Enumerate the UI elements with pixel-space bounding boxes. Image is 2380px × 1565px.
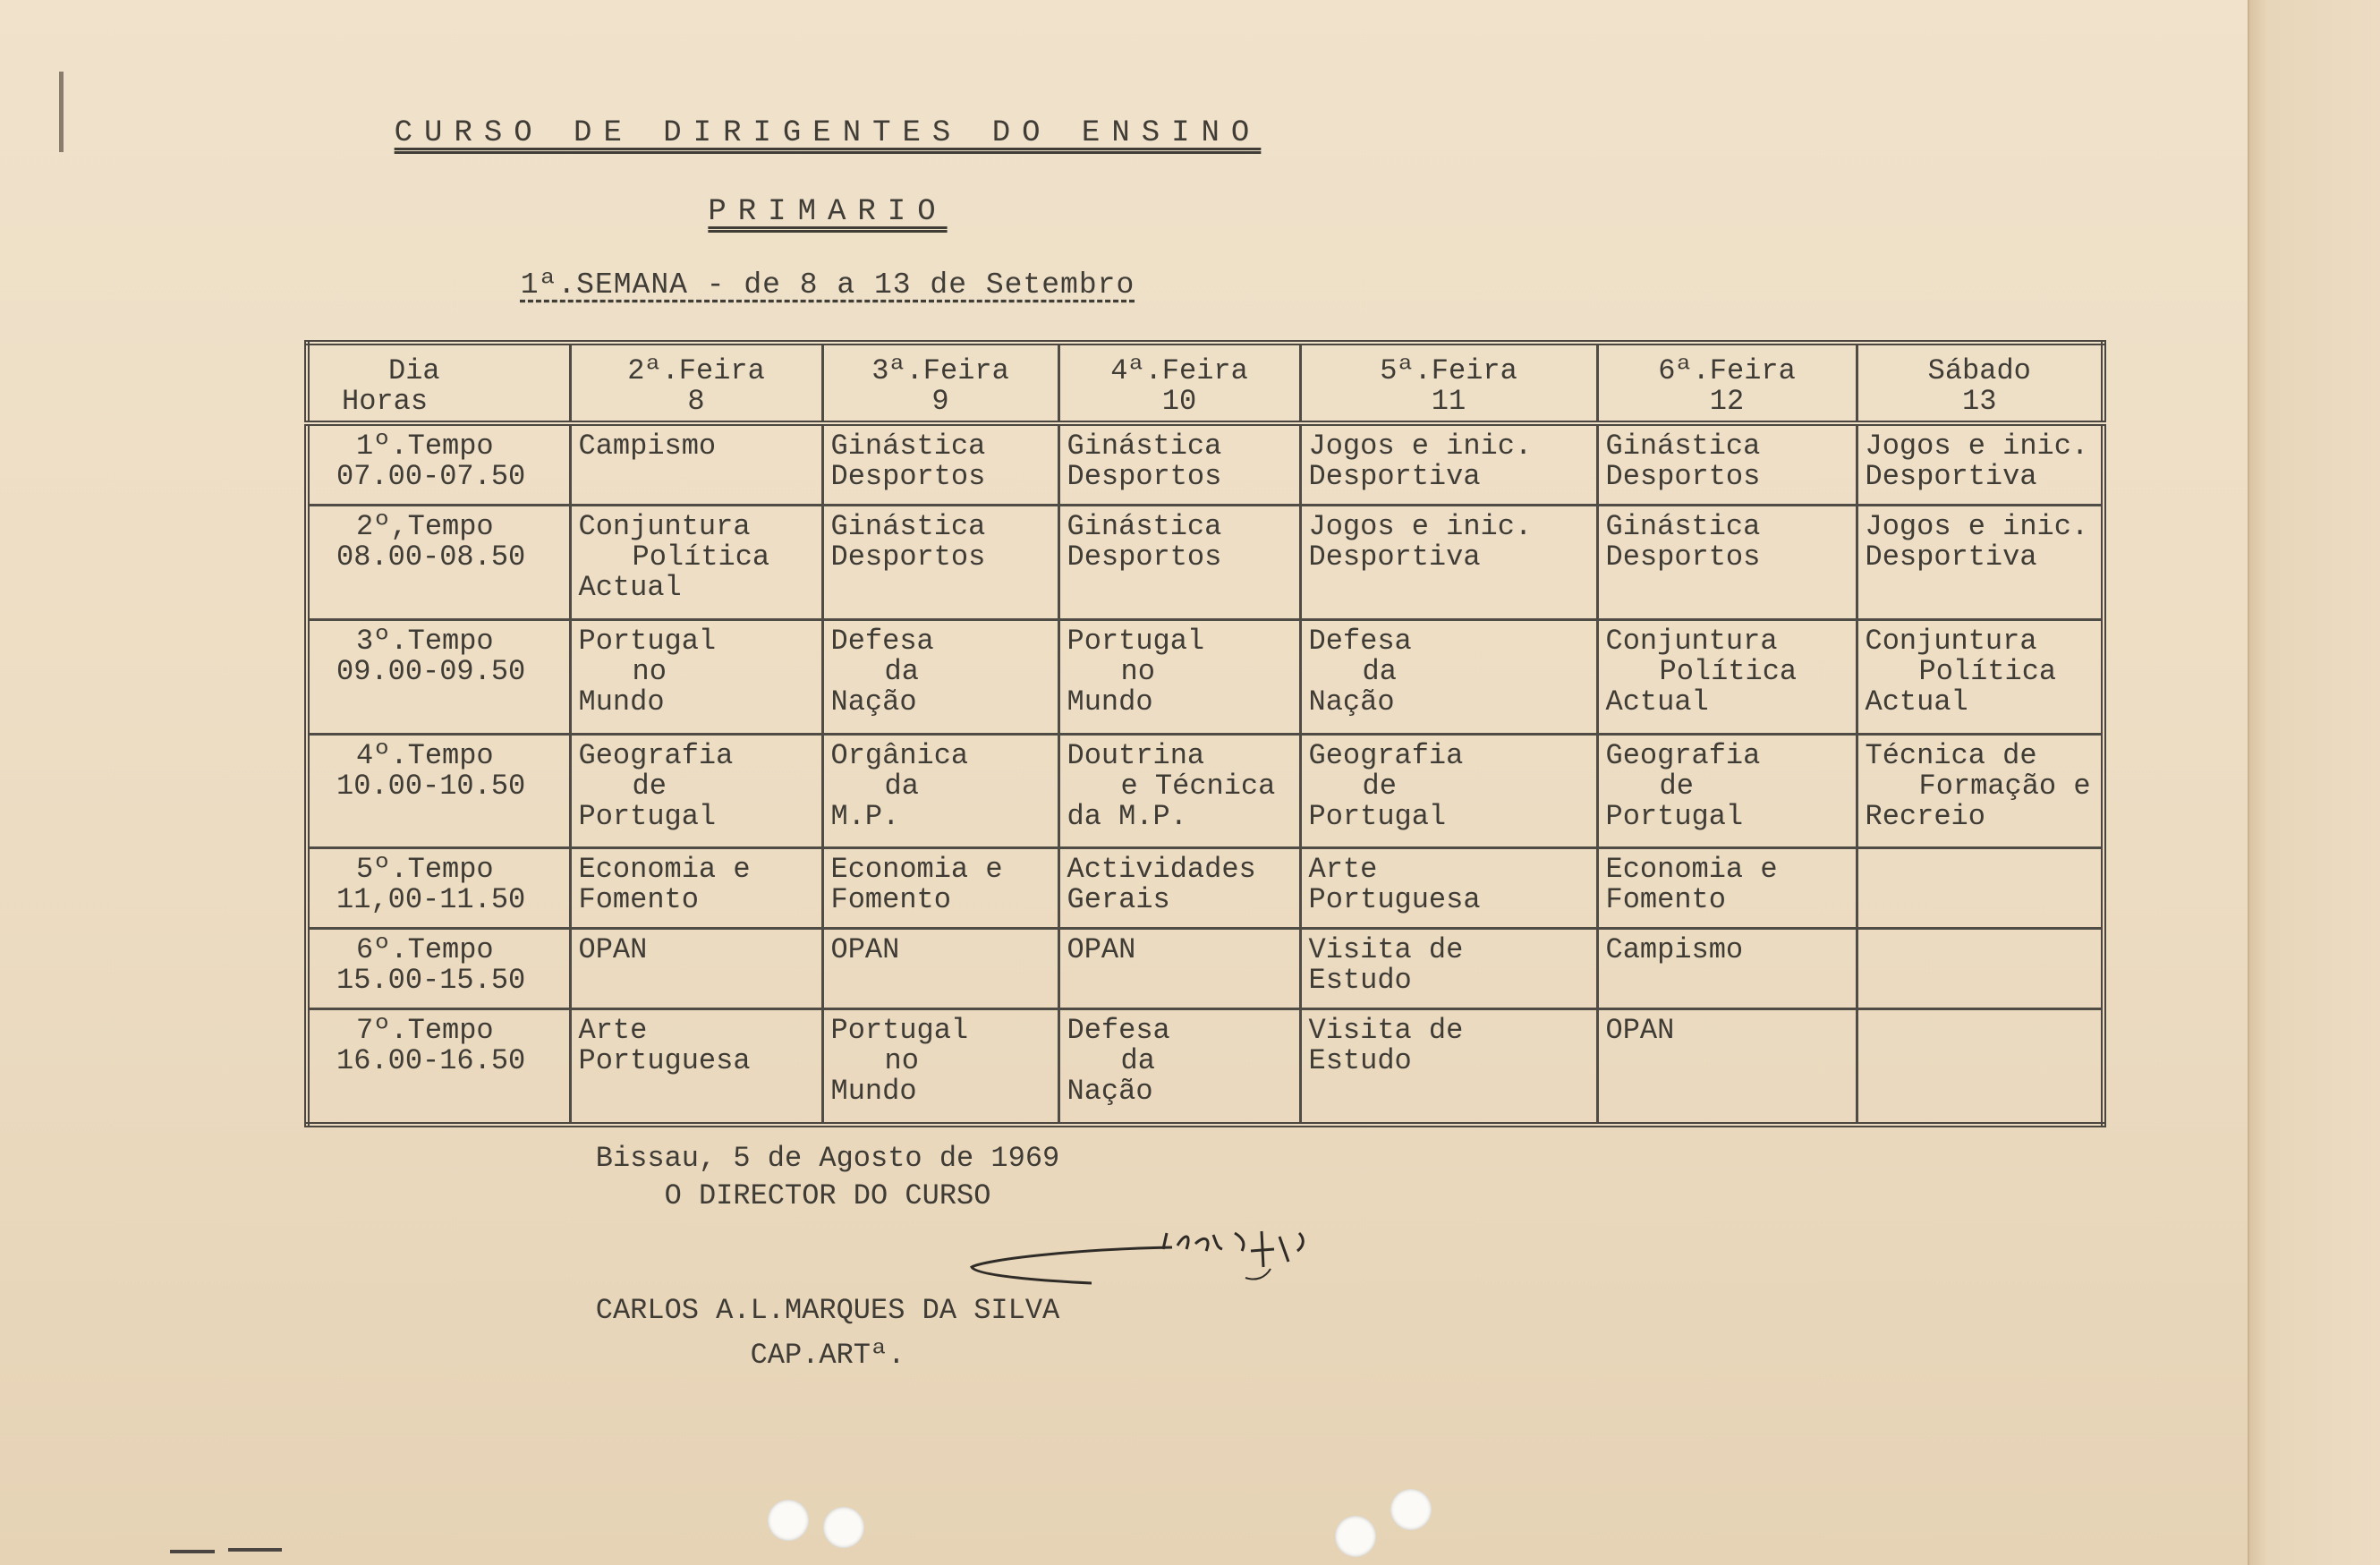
subject-line: OPAN [578, 933, 648, 967]
subject-line: Política [1918, 654, 2057, 688]
subject-line: Recreio [1865, 799, 1985, 833]
subject-line: Actual [1865, 685, 1968, 719]
subject-line: da [1362, 654, 1397, 688]
subject-line: Gerais [1067, 883, 1170, 917]
subject-cell [570, 929, 822, 1009]
subject-cell [1597, 929, 1857, 1009]
subject-line: Desportos [830, 540, 986, 574]
period-label: 3º.Tempo [356, 624, 494, 658]
subject-line: Nação [830, 685, 917, 719]
subject-line: Desportos [1067, 460, 1222, 493]
header-corner [307, 343, 570, 423]
subject-line: Mundo [830, 1075, 917, 1109]
subject-line: Mundo [1067, 685, 1153, 719]
week-heading: 1ª.SEMANA - de 8 a 13 de Setembro [520, 268, 1135, 302]
period-label: 6º.Tempo [356, 933, 494, 967]
column-header [570, 343, 822, 423]
subject-line: Ginástica [1067, 510, 1222, 544]
subject-cell [1857, 848, 2104, 929]
subject-line: Visita de [1308, 1014, 1464, 1048]
punch-hole [768, 1500, 809, 1541]
subject-line: Defesa [830, 624, 934, 658]
document-subtitle: PRIMARIO [708, 195, 948, 229]
period-label: 1º.Tempo [356, 430, 494, 463]
schedule-row [307, 734, 2104, 848]
column-header [1857, 343, 2104, 423]
subject-cell [570, 848, 822, 929]
subject-line: Campismo [578, 430, 717, 463]
subject-line: Ginástica [830, 510, 986, 544]
schedule-row [307, 1009, 2104, 1125]
column-date: 10 [1161, 385, 1197, 418]
subject-line: Ginástica [1605, 430, 1761, 463]
subject-cell [1058, 734, 1300, 848]
subject-line: Portugal [1605, 799, 1744, 833]
subject-line: Portugal [1067, 624, 1205, 658]
subject-line: Política [1659, 654, 1798, 688]
subject-line: e Técnica [1120, 769, 1276, 803]
column-day: 3ª.Feira [871, 354, 1009, 387]
subject-line: Jogos e inic. [1865, 510, 2089, 544]
column-date: 12 [1709, 385, 1745, 418]
time-slot-cell [307, 1009, 570, 1125]
schedule-row [307, 506, 2104, 620]
subject-line: de [632, 769, 667, 803]
subject-line: Actividades [1067, 853, 1256, 887]
column-day: 2ª.Feira [627, 354, 765, 387]
subject-line: Desportiva [1308, 540, 1481, 574]
subject-line: Ginástica [1067, 430, 1222, 463]
subject-line: Actual [578, 571, 682, 605]
subject-line: Campismo [1605, 933, 1744, 967]
subject-cell [1597, 506, 1857, 620]
subject-cell [570, 734, 822, 848]
subject-line: Desportiva [1308, 460, 1481, 493]
time-range: 15.00-15.50 [336, 964, 526, 998]
subject-cell [1300, 619, 1597, 734]
period-label: 4º.Tempo [356, 738, 494, 772]
subject-line: Nação [1067, 1075, 1153, 1109]
period-label: 2º,Tempo [356, 510, 494, 544]
time-slot-cell [307, 423, 570, 506]
subject-line: Estudo [1308, 964, 1412, 998]
subject-cell [1597, 619, 1857, 734]
schedule-table [304, 340, 2106, 1127]
subject-line: Portuguesa [578, 1044, 751, 1078]
subject-line: Economia e [578, 853, 751, 887]
time-slot-cell [307, 848, 570, 929]
subject-line: Actual [1605, 685, 1709, 719]
subject-line: Defesa [1067, 1014, 1170, 1048]
subject-cell [570, 423, 822, 506]
subject-line: Fomento [578, 883, 699, 917]
schedule-row [307, 929, 2104, 1009]
subject-line: OPAN [830, 933, 900, 967]
subject-cell [822, 1009, 1058, 1125]
column-header [1597, 343, 1857, 423]
subject-line: Fomento [830, 883, 951, 917]
subject-cell [1058, 423, 1300, 506]
subject-cell [1300, 423, 1597, 506]
subject-cell [822, 506, 1058, 620]
subject-cell [822, 734, 1058, 848]
subject-cell [822, 929, 1058, 1009]
subject-line: Formação e [1918, 769, 2091, 803]
column-date: 8 [687, 385, 705, 418]
time-range: 11,00-11.50 [336, 883, 526, 917]
time-slot-cell [307, 619, 570, 734]
subject-line: Orgânica [830, 738, 969, 772]
subject-line: Conjuntura [1865, 624, 2037, 658]
handwritten-signature [966, 1224, 1396, 1305]
subject-line: Desportiva [1865, 540, 2037, 574]
column-date: 9 [931, 385, 949, 418]
subject-cell [822, 423, 1058, 506]
subject-line: Conjuntura [578, 510, 751, 544]
period-label: 7º.Tempo [356, 1014, 494, 1048]
subject-line: no [1120, 654, 1155, 688]
subject-line: Visita de [1308, 933, 1464, 967]
time-slot-cell [307, 506, 570, 620]
column-day: 5ª.Feira [1380, 354, 1517, 387]
subject-cell [822, 619, 1058, 734]
subject-cell [1597, 1009, 1857, 1125]
subject-line: Fomento [1605, 883, 1726, 917]
subject-line: de [1659, 769, 1694, 803]
subject-line: Geografia [1308, 738, 1464, 772]
subject-line: Conjuntura [1605, 624, 1778, 658]
time-range: 07.00-07.50 [336, 460, 526, 493]
column-header [822, 343, 1058, 423]
subject-cell [1058, 1009, 1300, 1125]
subject-cell [1857, 506, 2104, 620]
column-date: 13 [1962, 385, 1997, 418]
director-name: CARLOS A.L.MARQUES DA SILVA [595, 1294, 1060, 1327]
subject-line: Economia e [830, 853, 1003, 887]
subject-line: da [1120, 1044, 1155, 1078]
period-label: 5º.Tempo [356, 853, 494, 887]
subject-line: Estudo [1308, 1044, 1412, 1078]
subject-cell [570, 1009, 822, 1125]
time-range: 08.00-08.50 [336, 540, 526, 574]
subject-line: Jogos e inic. [1865, 430, 2089, 463]
punch-hole [1335, 1516, 1376, 1557]
subject-cell [570, 506, 822, 620]
subject-cell [1058, 848, 1300, 929]
subject-line: Desportiva [1865, 460, 2037, 493]
margin-mark [228, 1548, 282, 1552]
subject-line: Doutrina [1067, 738, 1205, 772]
schedule-row [307, 423, 2104, 506]
subject-cell [1857, 929, 2104, 1009]
subject-line: Desportos [1067, 540, 1222, 574]
subject-cell [1597, 848, 1857, 929]
subject-line: da [884, 654, 919, 688]
subject-cell [1300, 506, 1597, 620]
subject-cell [1300, 1009, 1597, 1125]
subject-line: Defesa [1308, 624, 1412, 658]
punch-hole [1390, 1489, 1432, 1530]
subject-line: Portugal [830, 1014, 969, 1048]
subject-line: Arte [578, 1014, 648, 1048]
subject-line: Arte [1308, 853, 1378, 887]
document-title: CURSO DE DIRIGENTES DO ENSINO [394, 116, 1262, 150]
time-range: 09.00-09.50 [336, 654, 526, 688]
director-role: O DIRECTOR DO CURSO [664, 1179, 991, 1212]
subject-line: no [884, 1044, 919, 1078]
subject-line: Desportos [830, 460, 986, 493]
subject-cell [1857, 734, 2104, 848]
subject-line: M.P. [830, 799, 900, 833]
schedule-row [307, 848, 2104, 929]
subject-cell [1857, 423, 2104, 506]
subject-cell [1597, 423, 1857, 506]
subject-line: OPAN [1605, 1014, 1675, 1048]
subject-line: Portugal [578, 624, 717, 658]
punch-hole [823, 1507, 864, 1548]
paper-edge [2248, 0, 2380, 1565]
time-slot-cell [307, 734, 570, 848]
subject-line: Técnica de [1865, 738, 2037, 772]
subject-line: Mundo [578, 685, 665, 719]
subject-line: de [1362, 769, 1397, 803]
subject-line: Geografia [1605, 738, 1761, 772]
subject-line: Ginástica [830, 430, 986, 463]
subject-line: Desportos [1605, 540, 1761, 574]
subject-line: da [884, 769, 919, 803]
subject-cell [1300, 929, 1597, 1009]
margin-mark [170, 1550, 215, 1553]
subject-line: Geografia [578, 738, 734, 772]
subject-line: no [632, 654, 667, 688]
subject-line: Portuguesa [1308, 883, 1481, 917]
subject-line: Ginástica [1605, 510, 1761, 544]
time-range: 16.00-16.50 [336, 1044, 526, 1078]
subject-cell [1058, 506, 1300, 620]
column-day: 6ª.Feira [1658, 354, 1796, 387]
subject-line: Portugal [578, 799, 717, 833]
column-day: 4ª.Feira [1110, 354, 1248, 387]
subject-line: Jogos e inic. [1308, 430, 1533, 463]
subject-line: Economia e [1605, 853, 1778, 887]
subject-line: OPAN [1067, 933, 1136, 967]
place-date: Bissau, 5 de Agosto de 1969 [595, 1142, 1060, 1175]
column-header [1058, 343, 1300, 423]
schedule-row [307, 619, 2104, 734]
subject-cell [822, 848, 1058, 929]
subject-cell [570, 619, 822, 734]
subject-cell [1597, 734, 1857, 848]
header-row [307, 343, 2104, 423]
subject-line: Portugal [1308, 799, 1447, 833]
column-date: 11 [1431, 385, 1466, 418]
subject-cell [1857, 1009, 2104, 1125]
corner-day-label: Dia [388, 354, 440, 387]
subject-line: Política [632, 540, 770, 574]
subject-line: Desportos [1605, 460, 1761, 493]
column-day: Sábado [1927, 354, 2031, 387]
time-slot-cell [307, 929, 570, 1009]
subject-cell [1857, 619, 2104, 734]
schedule-body [307, 423, 2104, 1125]
director-rank: CAP.ARTª. [750, 1339, 905, 1372]
subject-cell [1300, 734, 1597, 848]
time-range: 10.00-10.50 [336, 769, 526, 803]
corner-hours-label: Horas [342, 385, 429, 418]
subject-cell [1058, 929, 1300, 1009]
subject-cell [1300, 848, 1597, 929]
subject-cell [1058, 619, 1300, 734]
subject-line: Jogos e inic. [1308, 510, 1533, 544]
subject-line: Nação [1308, 685, 1395, 719]
subject-line: da M.P. [1067, 799, 1187, 833]
column-header [1300, 343, 1597, 423]
